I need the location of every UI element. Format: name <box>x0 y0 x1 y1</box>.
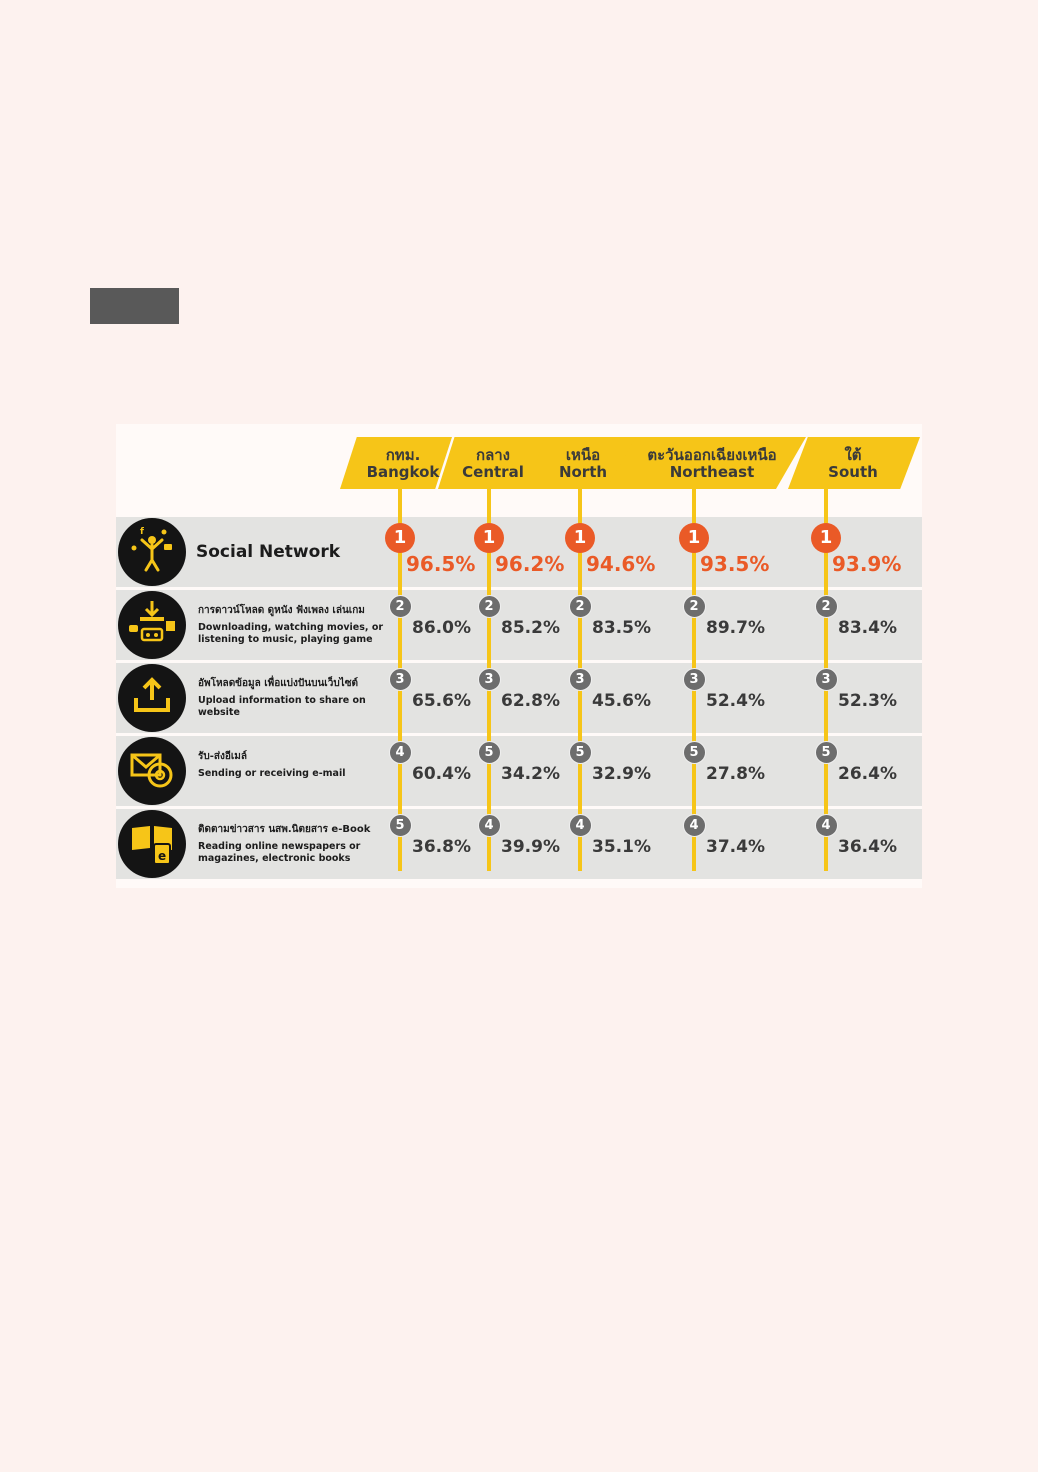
rank-badge: 4 <box>478 814 501 837</box>
region-header <box>783 447 923 481</box>
percentage-value: 94.6% <box>586 552 656 576</box>
social-network-icon-badge <box>118 518 186 586</box>
activity-desc-en: Downloading, watching movies, or listening to music, playing game <box>198 622 384 645</box>
percentage-value: 52.3% <box>838 691 897 711</box>
rank-badge: 1 <box>474 523 504 553</box>
rank-badge: 1 <box>811 523 841 553</box>
percentage-value: 36.8% <box>412 837 471 857</box>
rank-badge: 2 <box>569 595 592 618</box>
activity-title-th: การดาวน์โหลด ดูหนัง ฟังเพลง เล่นเกม <box>198 605 365 616</box>
percentage-value: 86.0% <box>412 618 471 638</box>
region-name-th: เหนือ <box>565 446 601 464</box>
rank-badge: 5 <box>815 741 838 764</box>
region-name-th: ตะวันออกเฉียงเหนือ <box>647 446 777 464</box>
percentage-value: 89.7% <box>706 618 765 638</box>
activity-title-th: รับ-ส่งอีเมล์ <box>198 751 247 762</box>
rank-badge: 4 <box>569 814 592 837</box>
percentage-value: 96.5% <box>406 552 476 576</box>
percentage-value: 34.2% <box>501 764 560 784</box>
rank-badge: 1 <box>385 523 415 553</box>
ebook-icon-badge <box>118 810 186 878</box>
rank-badge: 4 <box>815 814 838 837</box>
percentage-value: 36.4% <box>838 837 897 857</box>
percentage-value: 65.6% <box>412 691 471 711</box>
activity-title-th: อัพโหลดข้อมูล เพื่อแบ่งปันบนเว็บไซต์ <box>198 678 358 689</box>
percentage-value: 93.9% <box>832 552 902 576</box>
region-name-th: กทม. <box>385 446 421 464</box>
download-media-icon <box>124 595 180 655</box>
percentage-value: 27.8% <box>706 764 765 784</box>
rank-badge: 3 <box>569 668 592 691</box>
percentage-value: 83.4% <box>838 618 897 638</box>
internet-activity-by-region-chart <box>116 424 922 888</box>
social-network-icon <box>124 522 180 582</box>
percentage-value: 45.6% <box>592 691 651 711</box>
rank-badge: 1 <box>565 523 595 553</box>
activity-title: Social Network <box>196 542 341 562</box>
rank-badge: 4 <box>683 814 706 837</box>
region-name-th: ใต้ <box>844 446 862 464</box>
percentage-value: 39.9% <box>501 837 560 857</box>
rank-badge: 5 <box>569 741 592 764</box>
rank-badge: 3 <box>683 668 706 691</box>
rank-badge: 1 <box>679 523 709 553</box>
rank-badge: 2 <box>815 595 838 618</box>
percentage-value: 85.2% <box>501 618 560 638</box>
activity-desc-en: Reading online newspapers or magazines, electronic books <box>198 841 361 864</box>
upload-icon-badge <box>118 664 186 732</box>
percentage-value: 60.4% <box>412 764 471 784</box>
email-icon <box>124 741 180 801</box>
activity-desc-en: Sending or receiving e-mail <box>198 768 346 779</box>
ebook-icon <box>124 814 180 874</box>
activity-title-th: ติดตามข่าวสาร นสพ.นิตยสาร e-Book <box>198 824 371 835</box>
region-header <box>642 447 782 481</box>
rank-badge: 2 <box>389 595 412 618</box>
rank-badge: 5 <box>683 741 706 764</box>
svg-text:e: e <box>158 849 167 863</box>
percentage-value: 32.9% <box>592 764 651 784</box>
rank-badge: 2 <box>683 595 706 618</box>
percentage-value: 93.5% <box>700 552 770 576</box>
rank-badge: 3 <box>389 668 412 691</box>
rank-badge: 5 <box>389 814 412 837</box>
region-name-en: North <box>558 463 608 481</box>
region-name-en: South <box>828 463 878 481</box>
percentage-value: 83.5% <box>592 618 651 638</box>
percentage-value: 96.2% <box>495 552 565 576</box>
upload-icon <box>124 668 180 728</box>
svg-text:f: f <box>140 527 144 537</box>
email-icon-badge <box>118 737 186 805</box>
activity-desc-en: Upload information to share on website <box>198 695 366 718</box>
region-name-en: Central <box>462 463 524 481</box>
download-media-icon-badge <box>118 591 186 659</box>
percentage-value: 62.8% <box>501 691 560 711</box>
percentage-value: 37.4% <box>706 837 765 857</box>
region-name-th: กลาง <box>475 446 511 464</box>
percentage-value: 26.4% <box>838 764 897 784</box>
region-name-en: Northeast <box>669 463 755 481</box>
rank-badge: 5 <box>478 741 501 764</box>
percentage-value: 35.1% <box>592 837 651 857</box>
rank-badge: 3 <box>478 668 501 691</box>
percentage-value: 52.4% <box>706 691 765 711</box>
rank-badge: 4 <box>389 741 412 764</box>
region-name-en: Bangkok <box>366 463 440 481</box>
rank-badge: 2 <box>478 595 501 618</box>
rank-badge: 3 <box>815 668 838 691</box>
dark-label-block <box>90 288 179 324</box>
